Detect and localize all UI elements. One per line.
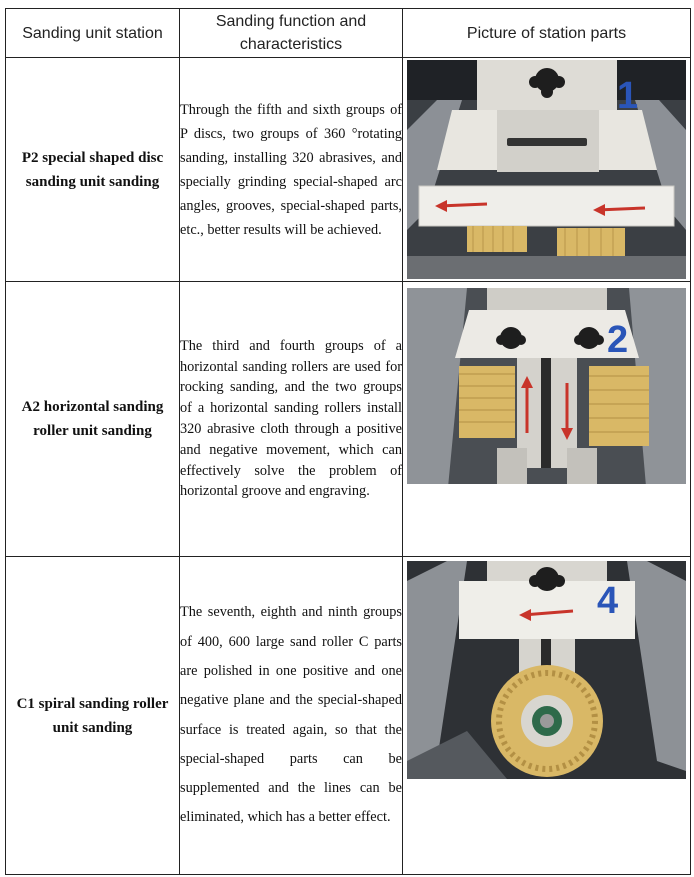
- station-photo: [403, 282, 691, 557]
- station-number-badge: [617, 75, 638, 117]
- svg-text:4: 4: [597, 580, 619, 622]
- header-picture: Picture of station parts: [403, 9, 691, 58]
- station-photo: [403, 557, 691, 875]
- sanding-stations-table: [5, 8, 691, 875]
- table-row: [6, 58, 691, 282]
- table-row: [6, 282, 691, 557]
- station-number-badge: [607, 319, 628, 361]
- station-name: A2 horizontal sanding roller unit sanding: [6, 282, 180, 557]
- station-name: C1 spiral sanding roller unit sanding: [6, 557, 180, 875]
- svg-text:1: 1: [617, 75, 639, 117]
- svg-text:2: 2: [607, 319, 629, 361]
- header-function: Sanding function and characteristics: [180, 9, 403, 58]
- station-number-badge: [597, 580, 618, 622]
- station-description: The third and fourth groups of a horizontal sanding rollers are used for rocking sanding, and the two groups of a horizontal sanding rollers install 320 abrasive cloth through a positive and negative movement, which can effectively solve the problem of horizontal groove and engraving.: [180, 282, 403, 557]
- spiral-roller-photo: [407, 561, 686, 779]
- horizontal-roller-photo: [407, 288, 686, 498]
- station-photo: [403, 58, 691, 282]
- station-description: The seventh, eighth and ninth groups of 400, 600 large sand roller C parts are polished in one positive and one negative plane and the special-shaped surface is treated again, so that the special-shaped parts can be supplemented and the lines can be eliminated, which has a better effect.: [180, 557, 403, 875]
- station-description: Through the fifth and sixth groups of P discs, two groups of 360 °rotating sanding, installing 320 abrasives, and specially grinding special-shaped arc angles, grooves, special-shaped parts, etc., better results will be achieved.: [180, 58, 403, 282]
- table-row: [6, 557, 691, 875]
- station-name: P2 special shaped disc sanding unit sanding: [6, 58, 180, 282]
- header-station: Sanding unit station: [6, 9, 180, 58]
- disc-unit-photo: [407, 60, 686, 279]
